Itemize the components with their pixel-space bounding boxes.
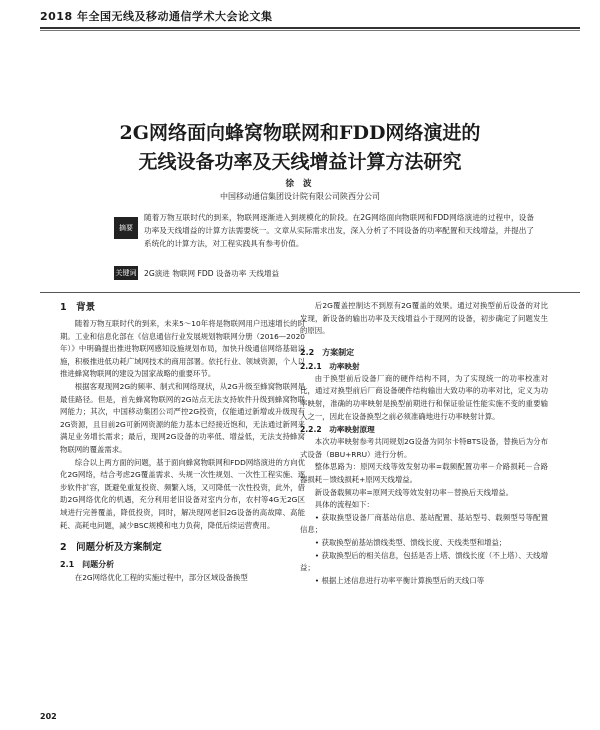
section-1-heading: 1 背景 bbox=[60, 302, 96, 313]
paragraph: 随着万物互联时代的到来，未来5～10年将是物联网用户迅速增长的时期。工业和信息化部在《信息通信行业发展规划物联网分册（2016—2020年）》中明确提出推进物联网感知设施规划布局，加快升级通信网络基础设施，积极推进低功耗广域网技术的商用部署。依托行业、领域资源，个人以推进蜂窝物联网的建设为国家战略的重要环节。 bbox=[60, 319, 305, 379]
section-divider bbox=[40, 292, 580, 293]
paper-title-line2: 无线设备功率及天线增益计算方法研究 bbox=[138, 151, 462, 173]
header-rule bbox=[40, 27, 580, 29]
paragraph: 由于换型前后设备厂商的硬件结构不同，为了实现统一的功率校准对比，通过对换型前后厂商设备硬件结构输出大致功率的功率对比，定义为功率映射，准确的功率映射是换型前期进行和保证验证性能实施不变的重要输入之一，因此在设备换型之前必须准确地进行功率映射计算。 bbox=[300, 373, 548, 421]
keywords-text: 2G演进 物联网 FDD 设备功率 天线增益 bbox=[144, 269, 280, 278]
bullet-item: • 根据上述信息进行功率平衡计算换型后的天线口等 bbox=[314, 575, 485, 585]
affiliation: 中国移动通信集团设计院有限公司陕西分公司 bbox=[220, 192, 380, 201]
paper-title-line1: 2G网络面向蜂窝物联网和FDD网络演进的 bbox=[119, 122, 481, 144]
paragraph: 在2G网络优化工程的实施过程中，部分区域设备换型 bbox=[74, 573, 248, 583]
bullet-item: • 获取换型设备厂商基站信息、基站配置、基站型号、载频型号等配置信息； bbox=[300, 512, 548, 535]
section-2-1-heading: 2.1 问题分析 bbox=[60, 560, 115, 570]
section-2-2-1-heading: 2.2.1 功率映射 bbox=[300, 361, 360, 371]
paragraph: 后2G覆盖控制达不到原有2G覆盖的效果。通过对换型前后设备的对比发现，新设备的输出功率及天线增益小于现网的设备，初步确定了问题发生的原因。 bbox=[300, 301, 548, 336]
bullet-item: • 获取换型后的相关信息，包括是否上塔、馈线长度（不上塔）、天线增益； bbox=[300, 550, 548, 573]
abstract-label: 摘要 bbox=[114, 217, 138, 239]
bullet-item: • 获取换型前基站馈线类型、馈线长度、天线类型和增益； bbox=[314, 537, 507, 547]
abstract-text: 随着万物互联时代的到来，物联网逐渐进入到规模化的阶段。在2G网络面向物联网和FDD网络演进的过程中，设备功率及天线增益的计算方法需要统一。文章从实际需求出发，深入分析了不同设备的功率配置和天线增益，并提出了系统化的计算方法，对工程实践具有参考价值。 bbox=[144, 213, 534, 248]
header-rule-thin bbox=[40, 30, 580, 31]
paragraph: 综合以上两方面的问题，基于面向蜂窝物联网和FDD网络演进的方向优化2G网络，结合考虑2G覆盖需求、头规一次性规划、一次性工程实施、逐步软件扩容，既避免重复投资、频繁入场，又可降低一次性投资，此外，借助2G网络优化的机遇，充分利用老旧设备对室内分布，农村等4G无2G区域进行完善覆盖，降低投资，同时，解决现网老旧2G设备的高故障、高能耗、高耗电问题，减少BSC规模和电力负荷，降低后续运营费用。 bbox=[60, 457, 305, 530]
paragraph: 整体思路为：原网天线等效发射功率=载频配置功率－介路损耗－合路器损耗－馈线损耗+原网天线增益。 bbox=[300, 462, 548, 484]
paragraph: 根据客观现网2G的频率、制式和网络现状，从2G升级至蜂窝物联网是最佳路径。但是，首先蜂窝物联网的2G站点无法支持软件升级到蜂窝物联网能力；其次，中国移动集团公司严控2G投资，仅能通过新增或升级现有2G资源，且目前2G可新网资源的能力基本已经接近饱和，无法通过新网来满足业务增长需求；最后，现网2G设备的功率低、增益低，无法支持蜂窝物联网的覆盖需求。 bbox=[60, 381, 305, 454]
right-column bbox=[300, 300, 548, 587]
section-2-2-heading: 2.2 方案制定 bbox=[300, 347, 355, 357]
left-column bbox=[60, 300, 305, 585]
section-2-heading: 2 问题分析及方案制定 bbox=[60, 542, 162, 554]
paragraph: 本次功率映射参考共同规划2G设备为同尔卡特BTS设备，替换后为分布式设备（BBU+RRU）进行分析。 bbox=[300, 437, 548, 459]
journal-header: 2018 年全国无线及移动通信学术大会论文集 bbox=[40, 10, 273, 23]
paragraph: 具体的流程如下： bbox=[314, 500, 374, 510]
keywords-label: 关键词 bbox=[114, 266, 138, 280]
author: 徐 波 bbox=[285, 179, 315, 189]
paragraph: 新设备载频功率=原网天线等效发射功率－替换后天线增益。 bbox=[314, 487, 514, 497]
page-number: 202 bbox=[40, 712, 57, 721]
section-2-2-2-heading: 2.2.2 功率映射原理 bbox=[300, 425, 375, 435]
